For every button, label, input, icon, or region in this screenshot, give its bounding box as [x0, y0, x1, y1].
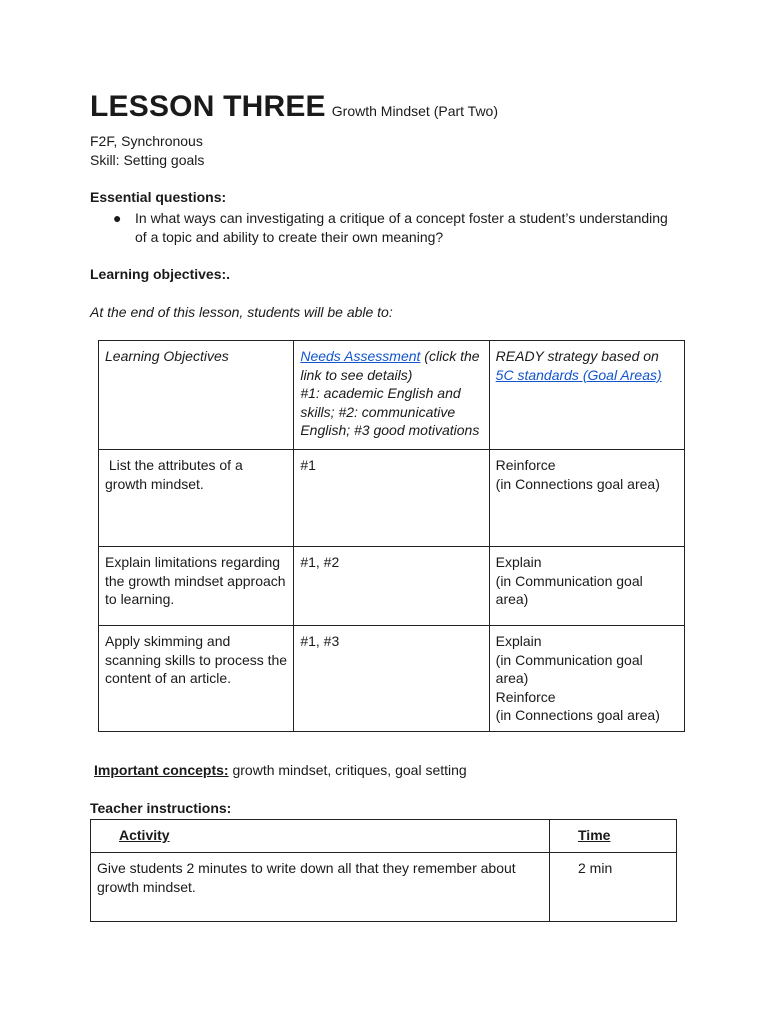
strategy-line: (in Connections goal area) — [495, 475, 660, 492]
objective-cell: Apply skimming and scanning skills to process the content of an article. — [99, 626, 294, 732]
lesson-title-main: LESSON THREE — [90, 90, 326, 123]
lesson-mode: F2F, Synchronous — [90, 133, 203, 149]
objective-cell: Explain limitations regarding the growth mindset approach to learning. — [99, 547, 294, 626]
ready-strategy-label: READY strategy based on — [495, 348, 659, 364]
table-row — [91, 853, 677, 922]
objective-cell — [99, 450, 294, 547]
important-concepts — [94, 762, 467, 778]
table-header-row — [91, 820, 677, 853]
needs-cell: #1, #2 — [294, 547, 489, 626]
header-learning-objectives-label: Learning Objectives — [105, 348, 229, 364]
strategy-line: (in Connections goal area) — [495, 707, 660, 723]
table-row — [99, 547, 685, 626]
lesson-document — [90, 90, 690, 895]
needs-cell: #1, #3 — [294, 626, 489, 732]
needs-assessment-list: #1: academic English and skills; #2: communicative English; #3 good motivations — [300, 385, 480, 438]
objectives-table — [98, 340, 685, 732]
table-row — [99, 626, 685, 732]
needs-assessment-note: (click the link to see details) — [300, 348, 480, 383]
activity-cell: Give students 2 minutes to write down all that they remember about growth mindset. — [91, 853, 550, 922]
table-row — [99, 450, 685, 547]
strategy-line: Reinforce — [495, 688, 556, 705]
table-header-row — [99, 341, 685, 450]
lesson-skill: Skill: Setting goals — [90, 152, 205, 168]
essential-question-text: In what ways can investigating a critique of a concept foster a student’s understanding of a topic and ability to create their own meaning? — [135, 210, 668, 245]
objectives-intro: At the end of this lesson, students will be able to: — [90, 304, 393, 320]
list-item — [90, 209, 680, 247]
bullet-icon: ● — [113, 210, 122, 226]
important-concepts-value: growth mindset, critiques, goal setting — [228, 762, 467, 778]
important-concepts-label: Important concepts: — [94, 762, 229, 778]
activity-table — [90, 819, 677, 922]
lesson-title — [90, 90, 690, 130]
objective-text: List the attributes of a growth mindset. — [105, 457, 243, 492]
strategy-line: Reinforce — [495, 457, 556, 473]
time-cell: 2 min — [550, 853, 677, 922]
essential-questions-heading: Essential questions: — [90, 189, 227, 205]
essential-questions-list — [90, 209, 690, 247]
strategy-line: Explain — [495, 633, 542, 649]
strategy-line: Explain — [495, 554, 542, 570]
header-needs-assessment — [294, 341, 489, 450]
needs-assessment-link[interactable]: Needs Assessment — [300, 348, 421, 364]
header-time: Time — [550, 820, 677, 853]
header-learning-objectives — [99, 341, 294, 450]
strategy-line: (in Communication goal area) — [495, 651, 643, 686]
header-ready-strategy — [489, 341, 684, 450]
5c-standards-link[interactable]: 5C standards (Goal Areas) — [495, 366, 662, 383]
learning-objectives-heading: Learning objectives:. — [90, 266, 231, 282]
lesson-title-subtitle: Growth Mindset (Part Two) — [331, 103, 499, 119]
teacher-instructions-heading: Teacher instructions: — [90, 800, 232, 816]
lesson-meta — [90, 132, 690, 170]
needs-cell: #1 — [294, 450, 489, 547]
header-activity: Activity — [91, 820, 550, 853]
strategy-line: (in Communication goal area) — [495, 572, 643, 607]
strategy-cell — [489, 626, 684, 732]
strategy-cell — [489, 450, 684, 547]
strategy-cell — [489, 547, 684, 626]
